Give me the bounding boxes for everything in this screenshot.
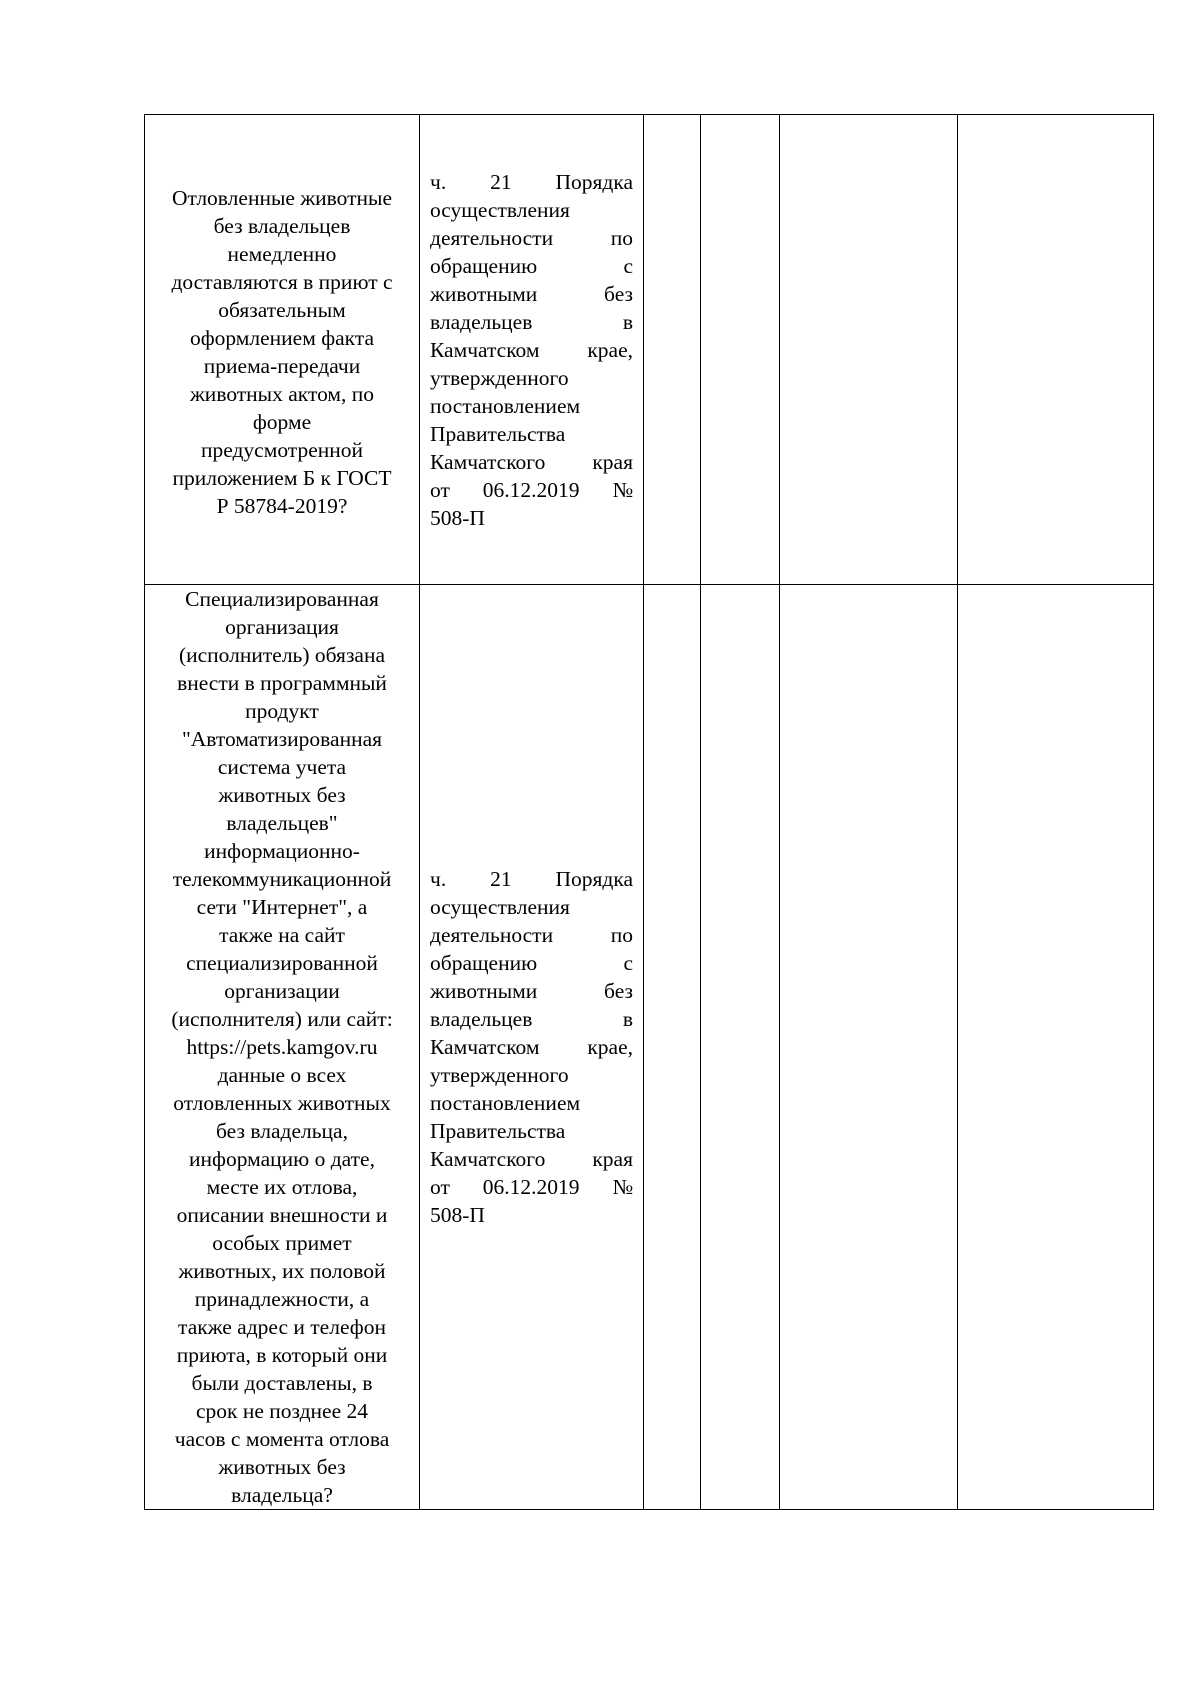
- table-row: [145, 115, 1154, 585]
- legal-basis-text: [420, 168, 643, 532]
- basis-line: животными без: [430, 281, 633, 306]
- basis-line: осуществления: [430, 197, 570, 222]
- legal-basis-text: [420, 865, 643, 1229]
- basis-line: осуществления: [430, 895, 570, 919]
- basis-line: от 06.12.2019 №: [430, 477, 633, 502]
- answer-not-applicable-cell[interactable]: [780, 585, 958, 1510]
- basis-line: от 06.12.2019 №: [430, 1175, 633, 1199]
- question-text: Специализированная организация (исполнитель) обязана внести в программный продукт "Автоматизированная система учета животных без владельцев" информационно- телекоммуникационной сети "Интернет", а также на сайт специализированной организации (исполнителя) или сайт: https://pets.kamgov.ru данные о всех отловленных животных без владельца, информацию о дате, месте их отлова, описании внешности и особых примет животных, их половой принадлежности, а также адрес и телефон приюта, в который они были доставлены, в срок не позднее 24 часов с момента отлова животных без владельца?: [171, 587, 393, 1507]
- answer-no-cell[interactable]: [701, 115, 780, 585]
- note-cell[interactable]: [958, 585, 1154, 1510]
- basis-line: 508-П: [430, 1203, 485, 1227]
- basis-line: владельцев в: [430, 1007, 633, 1031]
- basis-line: обращению с: [430, 253, 633, 278]
- basis-line: ч. 21 Порядка: [430, 169, 633, 194]
- note-cell[interactable]: [958, 115, 1154, 585]
- checklist-table: [144, 114, 1154, 1510]
- answer-no-cell[interactable]: [701, 585, 780, 1510]
- answer-yes-cell[interactable]: [644, 585, 701, 1510]
- basis-line: Камчатского края: [430, 1147, 633, 1171]
- basis-line: утвержденного: [430, 365, 569, 390]
- basis-line: деятельности по: [430, 225, 633, 250]
- basis-line: деятельности по: [430, 923, 633, 947]
- basis-line: ч. 21 Порядка: [430, 867, 633, 891]
- basis-line: животными без: [430, 979, 633, 1003]
- legal-basis-cell: [420, 585, 644, 1510]
- basis-line: Правительства: [430, 1119, 566, 1143]
- question-text: Отловленные животные без владельцев немедленно доставляются в приют с обязательным оформлением факта приема-передачи животных актом, по форме предусмотренной приложением Б к ГОСТ Р 58784-2019?: [171, 185, 393, 518]
- basis-line: постановлением: [430, 393, 581, 418]
- basis-line: постановлением: [430, 1091, 581, 1115]
- basis-line: утвержденного: [430, 1063, 569, 1087]
- answer-not-applicable-cell[interactable]: [780, 115, 958, 585]
- basis-line: Правительства: [430, 421, 566, 446]
- answer-yes-cell[interactable]: [644, 115, 701, 585]
- basis-line: владельцев в: [430, 309, 633, 334]
- basis-line: Камчатском крае,: [430, 1035, 633, 1059]
- legal-basis-cell: [420, 115, 644, 585]
- question-cell: [145, 585, 420, 1510]
- basis-line: Камчатского края: [430, 449, 633, 474]
- basis-line: Камчатском крае,: [430, 337, 633, 362]
- question-cell: [145, 115, 420, 585]
- basis-line: обращению с: [430, 951, 633, 975]
- table-row: [145, 585, 1154, 1510]
- basis-line: 508-П: [430, 505, 485, 530]
